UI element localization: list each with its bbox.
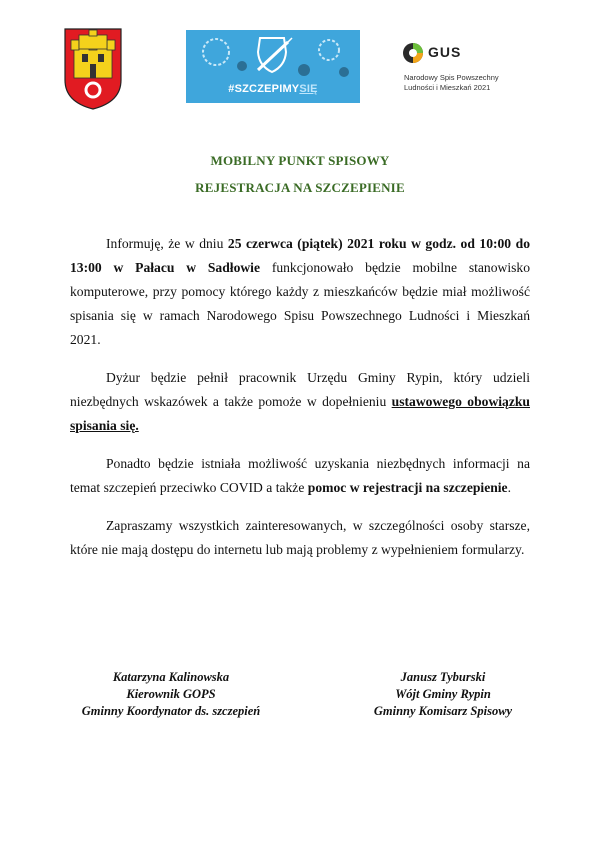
header xyxy=(0,0,600,120)
banner-hashtag: #SZCZEPIMYSIĘ xyxy=(228,83,318,95)
gus-logo xyxy=(402,42,552,102)
gus-name: GUS xyxy=(428,44,462,60)
paragraph-2: Dyżur będzie pełnił pracownik Urzędu Gminy Rypin, który udzieli niezbędnych wskazówek a także pomoże w dopełnieniu ustawowego obowiązku spisania się. xyxy=(70,370,530,433)
gus-logo-icon xyxy=(402,42,424,64)
vaccination-banner xyxy=(186,30,360,103)
paragraph-1: Informuję, że w dniu 25 czerwca (piątek) 2021 roku w godz. od 10:00 do 13:00 w Pałacu w Sadłowie funkcjonowało będzie mobilne stanowisko komputerowe, przy pomocy którego każdy z mieszkańców będzie miał możliwość spisania się w ramach Narodowego Spisu Powszechnego Ludności i Mieszkań 2021. xyxy=(70,236,530,347)
paragraph-3: Ponadto będzie istniała możliwość uzyskania niezbędnych informacji na temat szczepień przeciwko COVID a także pomoc w rejestracji na szczepienie. xyxy=(70,456,530,495)
gus-subtitle: Narodowy Spis Powszechny Ludności i Mieszkań 2021 xyxy=(404,73,499,92)
title-line-2: REJESTRACJA NA SZCZEPIENIE xyxy=(195,180,405,195)
signature-left: Katarzyna Kalinowska Kierownik GOPS Gminny Koordynator ds. szczepień xyxy=(81,670,261,718)
document-body xyxy=(70,232,530,576)
coat-of-arms-icon xyxy=(64,28,122,110)
signature-right: Janusz Tyburski Wójt Gminy Rypin Gminny Komisarz Spisowy xyxy=(373,670,513,718)
paragraph-4: Zapraszamy wszystkich zainteresowanych, w szczególności osoby starsze, które nie mają dostępu do internetu lub mają problemy z wypełnieniem formularzy. xyxy=(70,518,530,557)
title-line-1: MOBILNY PUNKT SPISOWY xyxy=(210,153,390,168)
